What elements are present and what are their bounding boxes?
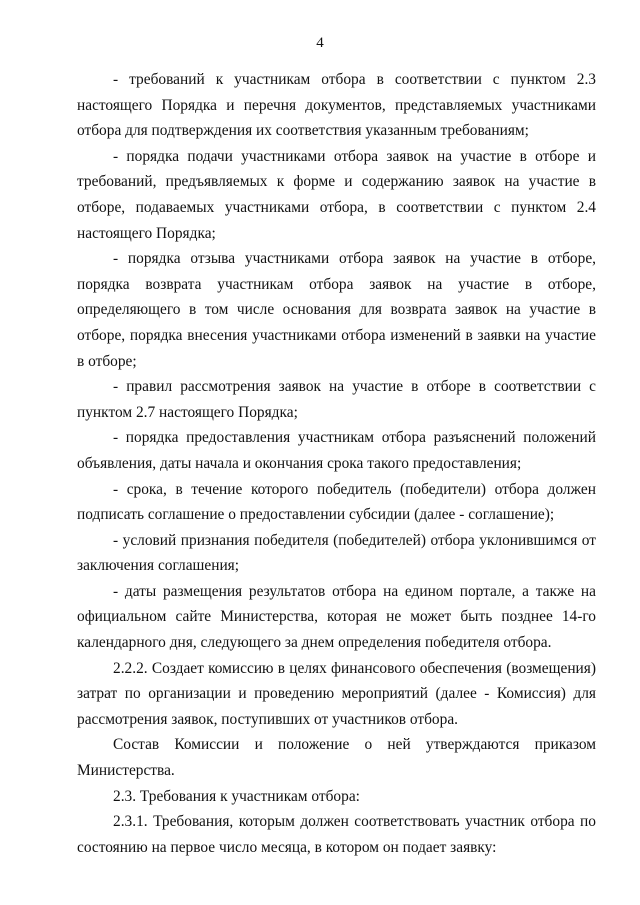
paragraph-commission-creation: 2.2.2. Создает комиссию в целях финансового обеспечения (возмещения) затрат по организации и проведению мероприятий (далее - Комиссия) для рассмотрения заявок, поступивших от участников отбора. xyxy=(77,659,596,728)
paragraph-participant-requirements-intro: 2.3.1. Требования, которым должен соответствовать участник отбора по состоянию на первое число месяца, в котором он подает заявку: xyxy=(77,813,596,856)
paragraph-evasion-conditions: - условий признания победителя (победителей) отбора уклонившимся от заключения соглашения; xyxy=(77,531,596,575)
document-body xyxy=(77,67,596,860)
paragraph-agreement-deadline: - срока, в течение которого победитель (победители) отбора должен подписать соглашение о предоставлении субсидии (далее - соглашение); xyxy=(77,480,596,524)
paragraph-requirements-list-item: - требований к участникам отбора в соответствии с пунктом 2.3 настоящего Порядка и перечня документов, представляемых участниками отбора для подтверждения их соответствия указанным требованиям; xyxy=(77,71,596,140)
paragraph-clarifications-order: - порядка предоставления участникам отбора разъяснений положений объявления, даты начала и окончания срока такого предоставления; xyxy=(77,429,596,472)
page-number: 4 xyxy=(316,35,324,51)
paragraph-participant-requirements-heading: 2.3. Требования к участникам отбора: xyxy=(113,787,360,805)
paragraph-submission-order: - порядка подачи участниками отбора заявок на участие в отборе и требований, предъявляемых к форме и содержанию заявок на участие в отборе, подаваемых участниками отбора, в соответствии с пунктом 2.4 настоящего Порядка; xyxy=(77,147,596,242)
paragraph-results-publication: - даты размещения результатов отбора на едином портале, а также на официальном сайте Министерства, которая не может быть позднее 14-го календарного дня, следующего за днем определения победителя отбора. xyxy=(77,582,596,652)
paragraph-withdrawal-order: - порядка отзыва участниками отбора заявок на участие в отборе, порядка возврата участникам отбора заявок на участие в отборе, определяющего в том числе основания для возврата заявок на участие в отборе, порядка внесения участниками отбора изменений в заявки на участие в отборе; xyxy=(77,250,596,370)
paragraph-review-rules: - правил рассмотрения заявок на участие в отборе в соответствии с пунктом 2.7 настоящего Порядка; xyxy=(77,378,596,421)
paragraph-commission-composition: Состав Комиссии и положение о ней утверждаются приказом Министерства. xyxy=(77,736,596,780)
